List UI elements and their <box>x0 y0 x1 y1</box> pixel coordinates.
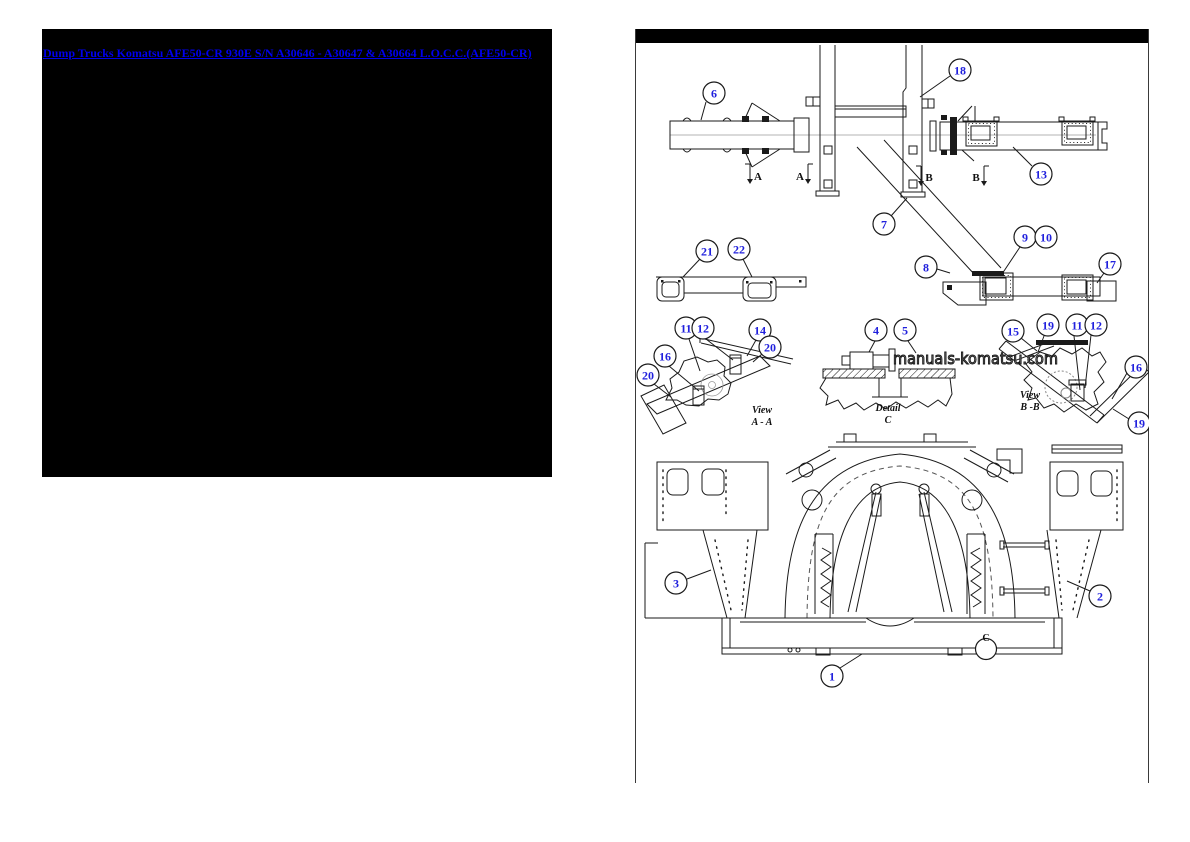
callout-19[interactable] <box>1113 409 1149 434</box>
callout-5[interactable] <box>894 319 916 353</box>
svg-text:Detail: Detail <box>875 403 901 414</box>
callout-number[interactable]: 9 <box>1022 230 1028 245</box>
callout-7[interactable] <box>873 198 907 235</box>
section-mark-a <box>745 164 762 184</box>
diagram-line-art <box>641 45 1149 655</box>
section-mark-a <box>796 164 813 184</box>
callout-6[interactable] <box>701 82 725 120</box>
callout-16[interactable] <box>654 345 699 391</box>
callout-number[interactable]: 14 <box>754 323 766 338</box>
frame-front-view <box>645 434 1123 655</box>
callout-number[interactable]: 15 <box>1007 324 1019 339</box>
callout-18[interactable] <box>920 59 971 97</box>
svg-text:B -B: B -B <box>1020 402 1040 413</box>
callout-4[interactable] <box>865 319 887 352</box>
annotations <box>637 59 1149 687</box>
svg-text:A: A <box>796 171 804 183</box>
callout-8[interactable] <box>915 256 950 278</box>
callout-3[interactable] <box>665 570 711 594</box>
callout-number[interactable]: 7 <box>881 217 887 232</box>
view-label <box>1019 390 1040 413</box>
svg-text:C: C <box>982 633 990 644</box>
callout-number[interactable]: 16 <box>659 349 671 364</box>
callout-number[interactable]: 12 <box>1090 318 1102 333</box>
callout-20[interactable] <box>637 364 671 397</box>
callout-12[interactable] <box>1085 314 1107 388</box>
section-mark-b <box>916 166 933 186</box>
detail-marker-c <box>976 633 997 660</box>
svg-text:B: B <box>925 172 933 184</box>
callout-number[interactable]: 10 <box>1040 230 1052 245</box>
manual-title-link[interactable]: Dump Trucks Komatsu AFE50-CR 930E S/N A30646 - A30647 & A30664 L.O.C.C.(AFE50-CR) <box>43 46 532 60</box>
callout-number[interactable]: 19 <box>1042 318 1054 333</box>
shackle-bar <box>656 277 806 301</box>
section-mark-b <box>972 166 989 186</box>
view-label <box>875 403 901 426</box>
svg-text:View: View <box>751 405 773 416</box>
callout-number[interactable]: 11 <box>1071 318 1083 333</box>
callout-10[interactable] <box>1035 226 1057 248</box>
callout-number[interactable]: 12 <box>697 321 709 336</box>
callout-number[interactable]: 20 <box>764 340 776 355</box>
callout-number[interactable]: 19 <box>1133 416 1145 431</box>
callout-number[interactable]: 13 <box>1035 167 1047 182</box>
callout-number[interactable]: 8 <box>923 260 929 275</box>
callout-number[interactable]: 21 <box>701 244 713 259</box>
callout-number[interactable]: 1 <box>829 669 835 684</box>
callout-number[interactable]: 18 <box>954 63 966 78</box>
callout-number[interactable]: 20 <box>642 368 654 383</box>
svg-text:C: C <box>884 415 892 426</box>
callout-number[interactable]: 5 <box>902 323 908 338</box>
lower-right-beam <box>943 273 1116 305</box>
callout-19[interactable] <box>1037 314 1059 352</box>
page-top-black-bar <box>636 29 1148 43</box>
callout-number[interactable]: 2 <box>1097 589 1103 604</box>
callout-1[interactable] <box>821 654 862 687</box>
svg-text:B: B <box>972 172 980 184</box>
callout-21[interactable] <box>683 240 718 277</box>
callout-number[interactable]: 16 <box>1130 360 1142 375</box>
callout-12[interactable] <box>692 317 733 360</box>
svg-text:A: A <box>754 171 762 183</box>
callout-number[interactable]: 17 <box>1104 257 1116 272</box>
callout-17[interactable] <box>1097 253 1121 283</box>
callout-number[interactable]: 22 <box>733 242 745 257</box>
watermark-text: manuals-komatsu.com <box>893 349 1058 368</box>
callout-number[interactable]: 3 <box>673 576 679 591</box>
svg-text:View: View <box>1019 390 1041 401</box>
svg-text:A - A: A - A <box>751 417 773 428</box>
diagonal-beam <box>857 140 1004 276</box>
callout-number[interactable]: 6 <box>711 86 717 101</box>
parts-diagram <box>635 43 1149 783</box>
view-label <box>751 405 773 428</box>
callout-9[interactable] <box>1002 226 1036 274</box>
callout-2[interactable] <box>1067 581 1111 607</box>
callout-13[interactable] <box>1013 147 1052 185</box>
callout-15[interactable] <box>1002 320 1037 351</box>
left-black-panel <box>42 29 552 477</box>
callout-22[interactable] <box>728 238 752 277</box>
callout-number[interactable]: 4 <box>873 323 879 338</box>
callout-number[interactable]: 11 <box>680 321 692 336</box>
